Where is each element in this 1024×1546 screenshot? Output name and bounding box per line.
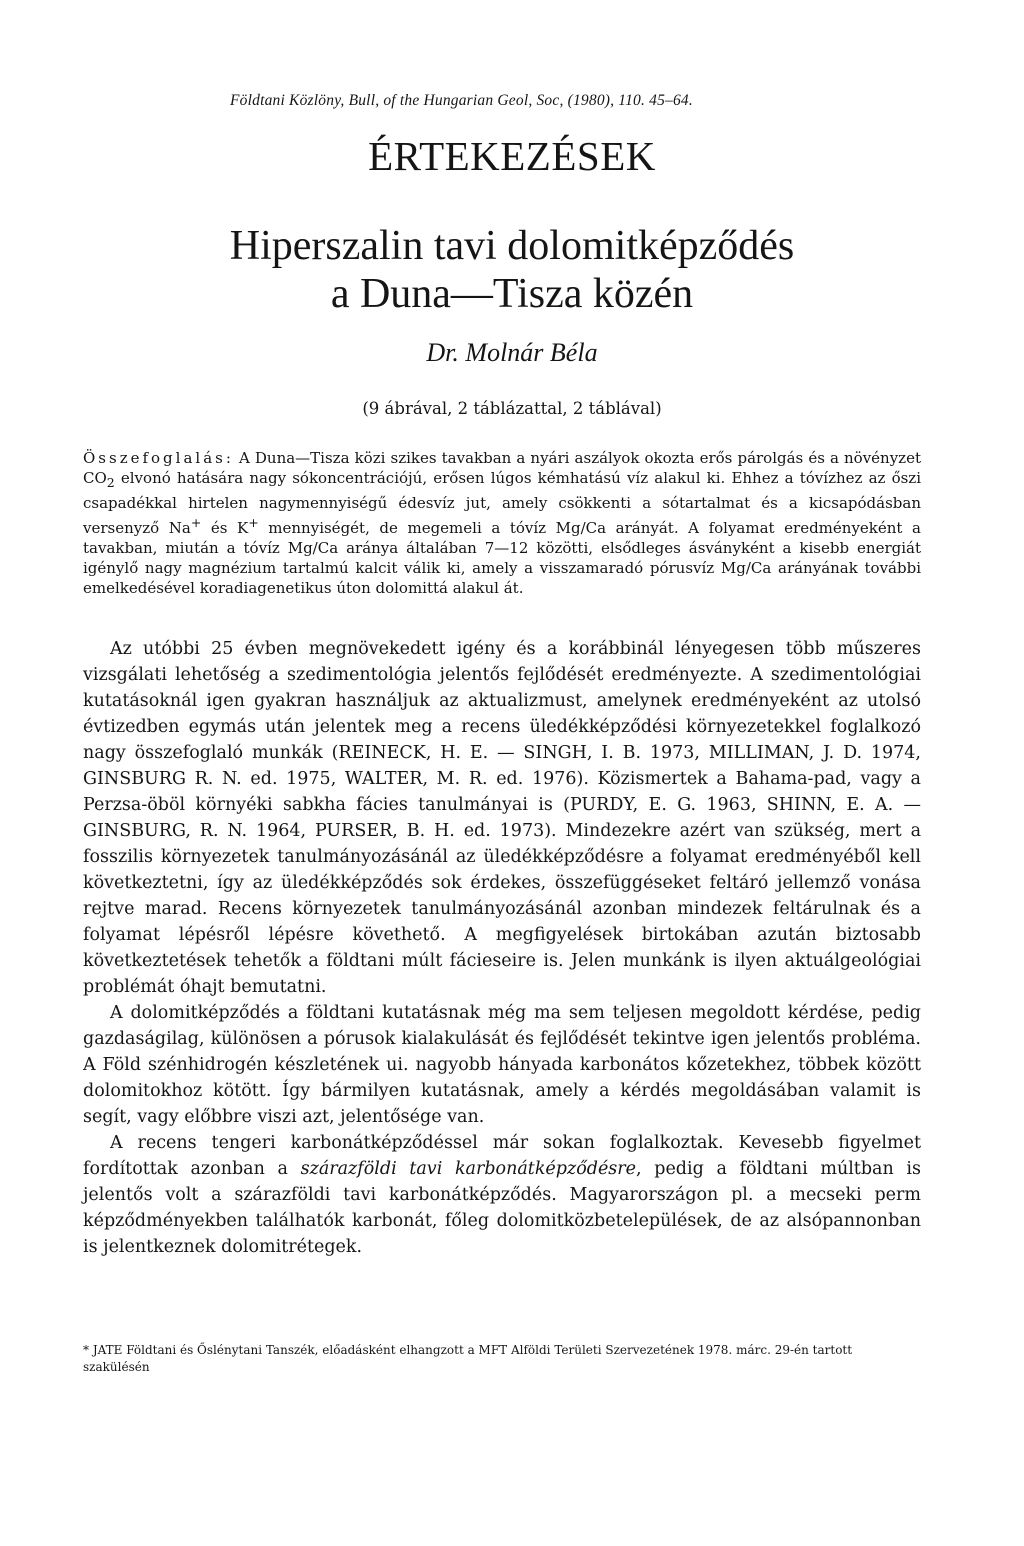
abstract-superscript-2: +: [248, 515, 259, 530]
abstract-label: Összefoglalás:: [83, 449, 234, 467]
section-heading: ÉRTEKEZÉSEK: [368, 133, 656, 179]
body-paragraph-1: Az utóbbi 25 évben megnövekedett igény és a korábbinál lényegesen több műszeres vizsgálati lehetőség a szedimentológia jelentős fejlődését eredményezte. A szedimentológiai kutatásoknál igen gyakran használjuk az aktualizmust, amelynek eredményeként az utolsó évtizedben egymás után jelentek meg a recens üledékképződési környezetekkel foglalkozó nagy összefoglaló munkák (REINECK, H. E. — SINGH, I. B. 1973, MILLIMAN, J. D. 1974, GINSBURG R. N. ed. 1975, WALTER, M. R. ed. 1976). Közismertek a Bahama-pad, vagy a Perzsa-öböl környéki sabkha fácies tanulmányai is (PURDY, E. G. 1963, SHINN, E. A. — GINSBURG, R. N. 1964, PURSER, B. H. ed. 1973). Mindezekre azért van szükség, mert a fosszilis környezetek tanulmányozásánál az üledékképződésre a folyamat eredményéből kell következtetni, így az üledékképződés sok érdekes, összefüggéseket feltáró jellemző vonása rejtve marad. Recens környezetek tanulmányozásánál azonban mindezek feltárulnak és a folyamat lépésről lépésre követhető. A megfigyelések birtokában azután biztosabb következtetések tehetők a földtani múlt fácieseire is. Jelen munkánk is ilyen aktuálgeológiai problémát óhajt bemutatni.: [83, 639, 921, 997]
footnote: * JATE Földtani és Őslénytani Tanszék, előadásként elhangzott a MFT Alföldi Területi Szervezetének 1978. márc. 29-én tartott szakülésén: [83, 1343, 853, 1374]
body-paragraph-2: A dolomitképződés a földtani kutatásnak még ma sem teljesen megoldott kérdése, pedig gazdaságilag, különösen a pórusok kialakulását és fejlődését tekintve igen jelentős probléma. A Föld szénhidrogén készletének ui. nagyobb hányada karbonátos kőzetekhez, többek között dolomitokhoz kötött. Így bármilyen kutatásnak, amely a kérdés megoldásában valamit is segít, vagy előbbre viszi azt, jelentősége van.: [83, 1003, 921, 1127]
abstract: [83, 448, 921, 598]
paragraph-3-text-a: A recens tengeri karbonátképződéssel már sokan foglalkoztak. Kevesebb figyelmet fordítottak azonban a: [83, 1133, 921, 1179]
journal-citation: Földtani Közlöny, Bull, of the Hungarian Geol, Soc, (1980), 110. 45–64.: [230, 92, 693, 109]
abstract-text-4: mennyiségét, de megemeli a tóvíz Mg/Ca arányát. A folyamat eredményeként a tavakban, miután a tóvíz Mg/Ca aránya általában 7—12 közötti, elsődleges ásványként a kisebb energiát igénylő nagy magnézium tartalmú kalcit válik ki, amely a visszamaradó pórusvíz Mg/Ca arányának további emelkedésével koradiagenetikus úton dolomittá alakul át.: [83, 519, 921, 597]
article-title: [0, 222, 1024, 318]
abstract-text-2: elvonó hatására nagy sókoncentrációjú, erősen lúgos kémhatású víz alakul ki. Ehhez a tóvízhez az őszi csapadékkal hirtelen nagymennyiségű édesvíz jut, amely csökkenti a sótartalmat és a kicsapódásban versenyző Na: [83, 469, 921, 537]
abstract-superscript-1: +: [190, 515, 202, 530]
abstract-text-3: és K: [201, 519, 249, 537]
paragraph-3-text-b: , pedig a földtani múltban is jelentős volt a szárazföldi tavi karbonátképződés. Magyarországon pl. a mecseki perm képződményekben találhatók karbonát, főleg dolomitközbetelepülések, de az alsópannonban is jelentkeznek dolomitrétegek.: [83, 1159, 921, 1257]
abstract-text-1: A Duna—Tisza közi szikes tavakban a nyári aszályok okozta erős párolgás és a növényzet CO: [83, 449, 921, 487]
body-paragraph-3: [83, 1130, 921, 1260]
paragraph-3-emphasis: szárazföldi tavi karbonátképződésre: [300, 1159, 637, 1179]
article-title-line-1: Hiperszalin tavi dolomitképződés: [229, 223, 795, 269]
author-name: Dr. Molnár Béla: [426, 338, 598, 367]
figures-tables-note: (9 ábrával, 2 táblázattal, 2 táblával): [362, 399, 662, 418]
body-text: [83, 636, 921, 1260]
abstract-subscript: 2: [106, 475, 115, 490]
article-title-line-2: a Duna—Tisza közén: [330, 271, 694, 317]
